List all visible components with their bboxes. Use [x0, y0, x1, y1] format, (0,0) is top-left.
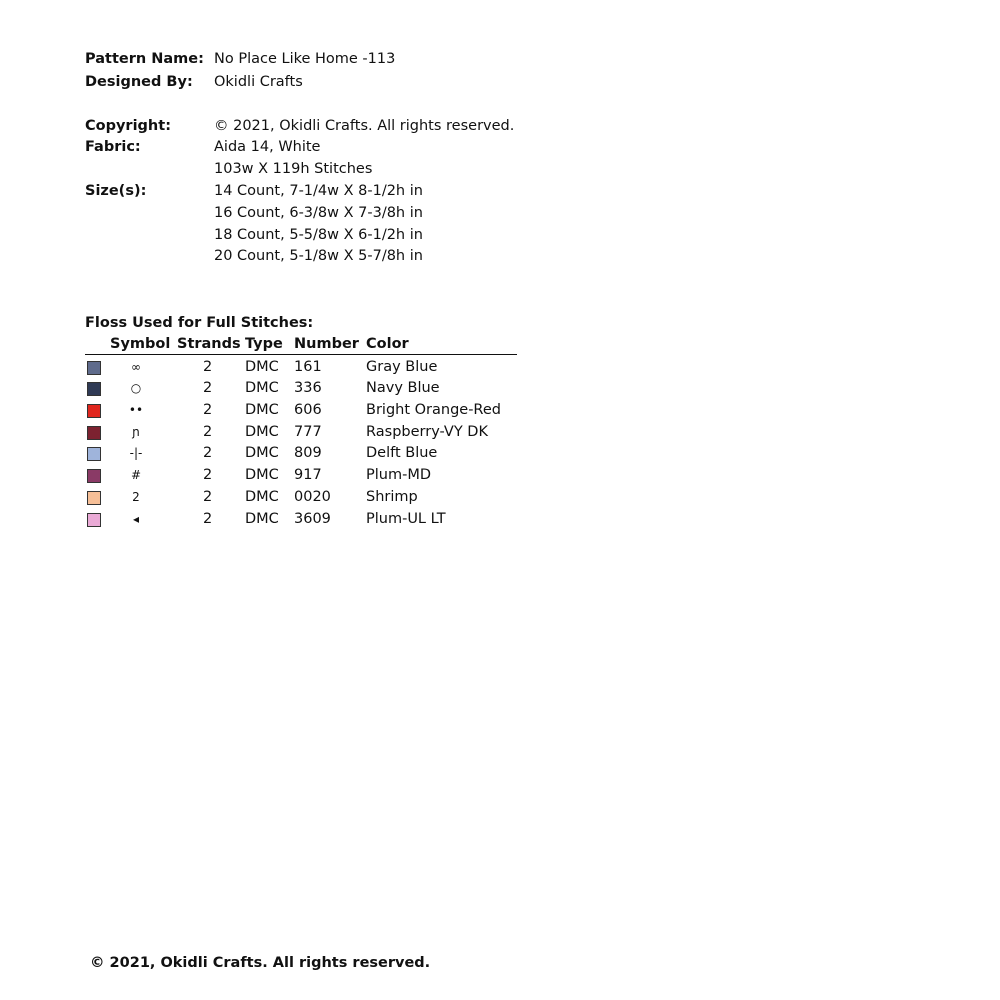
- floss-row: [85, 509, 517, 530]
- floss-type: DMC: [245, 445, 279, 461]
- size-line: 16 Count, 6-3/8w X 7-3/8h in: [214, 205, 423, 221]
- floss-type: DMC: [245, 359, 279, 375]
- floss-symbol: ••: [128, 403, 144, 417]
- floss-row: [85, 465, 517, 486]
- color-swatch: [87, 447, 101, 461]
- floss-color-name: Shrimp: [366, 489, 418, 505]
- color-swatch: [87, 469, 101, 483]
- floss-strands: 2: [203, 380, 213, 396]
- floss-number: 3609: [294, 511, 331, 527]
- header-strands: Strands: [177, 336, 241, 352]
- size-line: 14 Count, 7-1/4w X 8-1/2h in: [214, 183, 423, 199]
- floss-strands: 2: [203, 424, 213, 440]
- floss-strands: 2: [203, 489, 213, 505]
- header-symbol: Symbol: [110, 336, 171, 352]
- floss-type: DMC: [245, 489, 279, 505]
- floss-row: [85, 487, 517, 508]
- floss-row: [85, 378, 517, 399]
- floss-number: 336: [294, 380, 322, 396]
- floss-strands: 2: [203, 402, 213, 418]
- floss-number: 161: [294, 359, 322, 375]
- floss-type: DMC: [245, 467, 279, 483]
- designer-label: Designed By:: [85, 74, 193, 90]
- floss-strands: 2: [203, 445, 213, 461]
- floss-color-name: Plum-UL LT: [366, 511, 446, 527]
- fabric-value: Aida 14, White: [214, 139, 321, 155]
- header-color: Color: [366, 336, 409, 352]
- floss-symbol: ○: [130, 381, 142, 395]
- pattern-name-value: No Place Like Home -113: [214, 51, 396, 67]
- floss-color-name: Plum-MD: [366, 467, 431, 483]
- floss-symbol: 2: [132, 490, 140, 504]
- floss-type: DMC: [245, 402, 279, 418]
- header-number: Number: [294, 336, 359, 352]
- designer-value: Okidli Crafts: [214, 74, 303, 90]
- floss-symbol: ɲ: [132, 425, 140, 439]
- color-swatch: [87, 513, 101, 527]
- floss-number: 606: [294, 402, 322, 418]
- stitches-value: 103w X 119h Stitches: [214, 161, 373, 177]
- floss-color-name: Navy Blue: [366, 380, 440, 396]
- color-swatch: [87, 491, 101, 505]
- footer-copyright: © 2021, Okidli Crafts. All rights reserved.: [90, 955, 431, 971]
- floss-title: Floss Used for Full Stitches:: [85, 315, 314, 331]
- floss-color-name: Gray Blue: [366, 359, 438, 375]
- floss-strands: 2: [203, 511, 213, 527]
- copyright-value: © 2021, Okidli Crafts. All rights reserved.: [214, 118, 515, 134]
- floss-row: [85, 400, 517, 421]
- floss-table-header: [85, 334, 517, 355]
- floss-number: 917: [294, 467, 322, 483]
- floss-symbol: -|-: [129, 446, 143, 460]
- sizes-label: Size(s):: [85, 183, 147, 199]
- size-line: 20 Count, 5-1/8w X 5-7/8h in: [214, 248, 423, 264]
- floss-number: 777: [294, 424, 322, 440]
- color-swatch: [87, 361, 101, 375]
- floss-type: DMC: [245, 511, 279, 527]
- floss-color-name: Raspberry-VY DK: [366, 424, 488, 440]
- floss-number: 809: [294, 445, 322, 461]
- floss-color-name: Bright Orange-Red: [366, 402, 501, 418]
- floss-symbol: #: [130, 468, 142, 482]
- floss-row: [85, 422, 517, 443]
- floss-strands: 2: [203, 467, 213, 483]
- color-swatch: [87, 382, 101, 396]
- fabric-label: Fabric:: [85, 139, 141, 155]
- floss-type: DMC: [245, 380, 279, 396]
- color-swatch: [87, 426, 101, 440]
- pattern-name-label: Pattern Name:: [85, 51, 204, 67]
- color-swatch: [87, 404, 101, 418]
- floss-symbol: ∞: [131, 360, 141, 374]
- floss-row: [85, 357, 517, 378]
- size-line: 18 Count, 5-5/8w X 6-1/2h in: [214, 227, 423, 243]
- copyright-label: Copyright:: [85, 118, 171, 134]
- floss-type: DMC: [245, 424, 279, 440]
- floss-strands: 2: [203, 359, 213, 375]
- header-type: Type: [245, 336, 283, 352]
- floss-number: 0020: [294, 489, 331, 505]
- floss-color-name: Delft Blue: [366, 445, 438, 461]
- floss-row: [85, 443, 517, 464]
- floss-symbol: ◂: [132, 512, 140, 526]
